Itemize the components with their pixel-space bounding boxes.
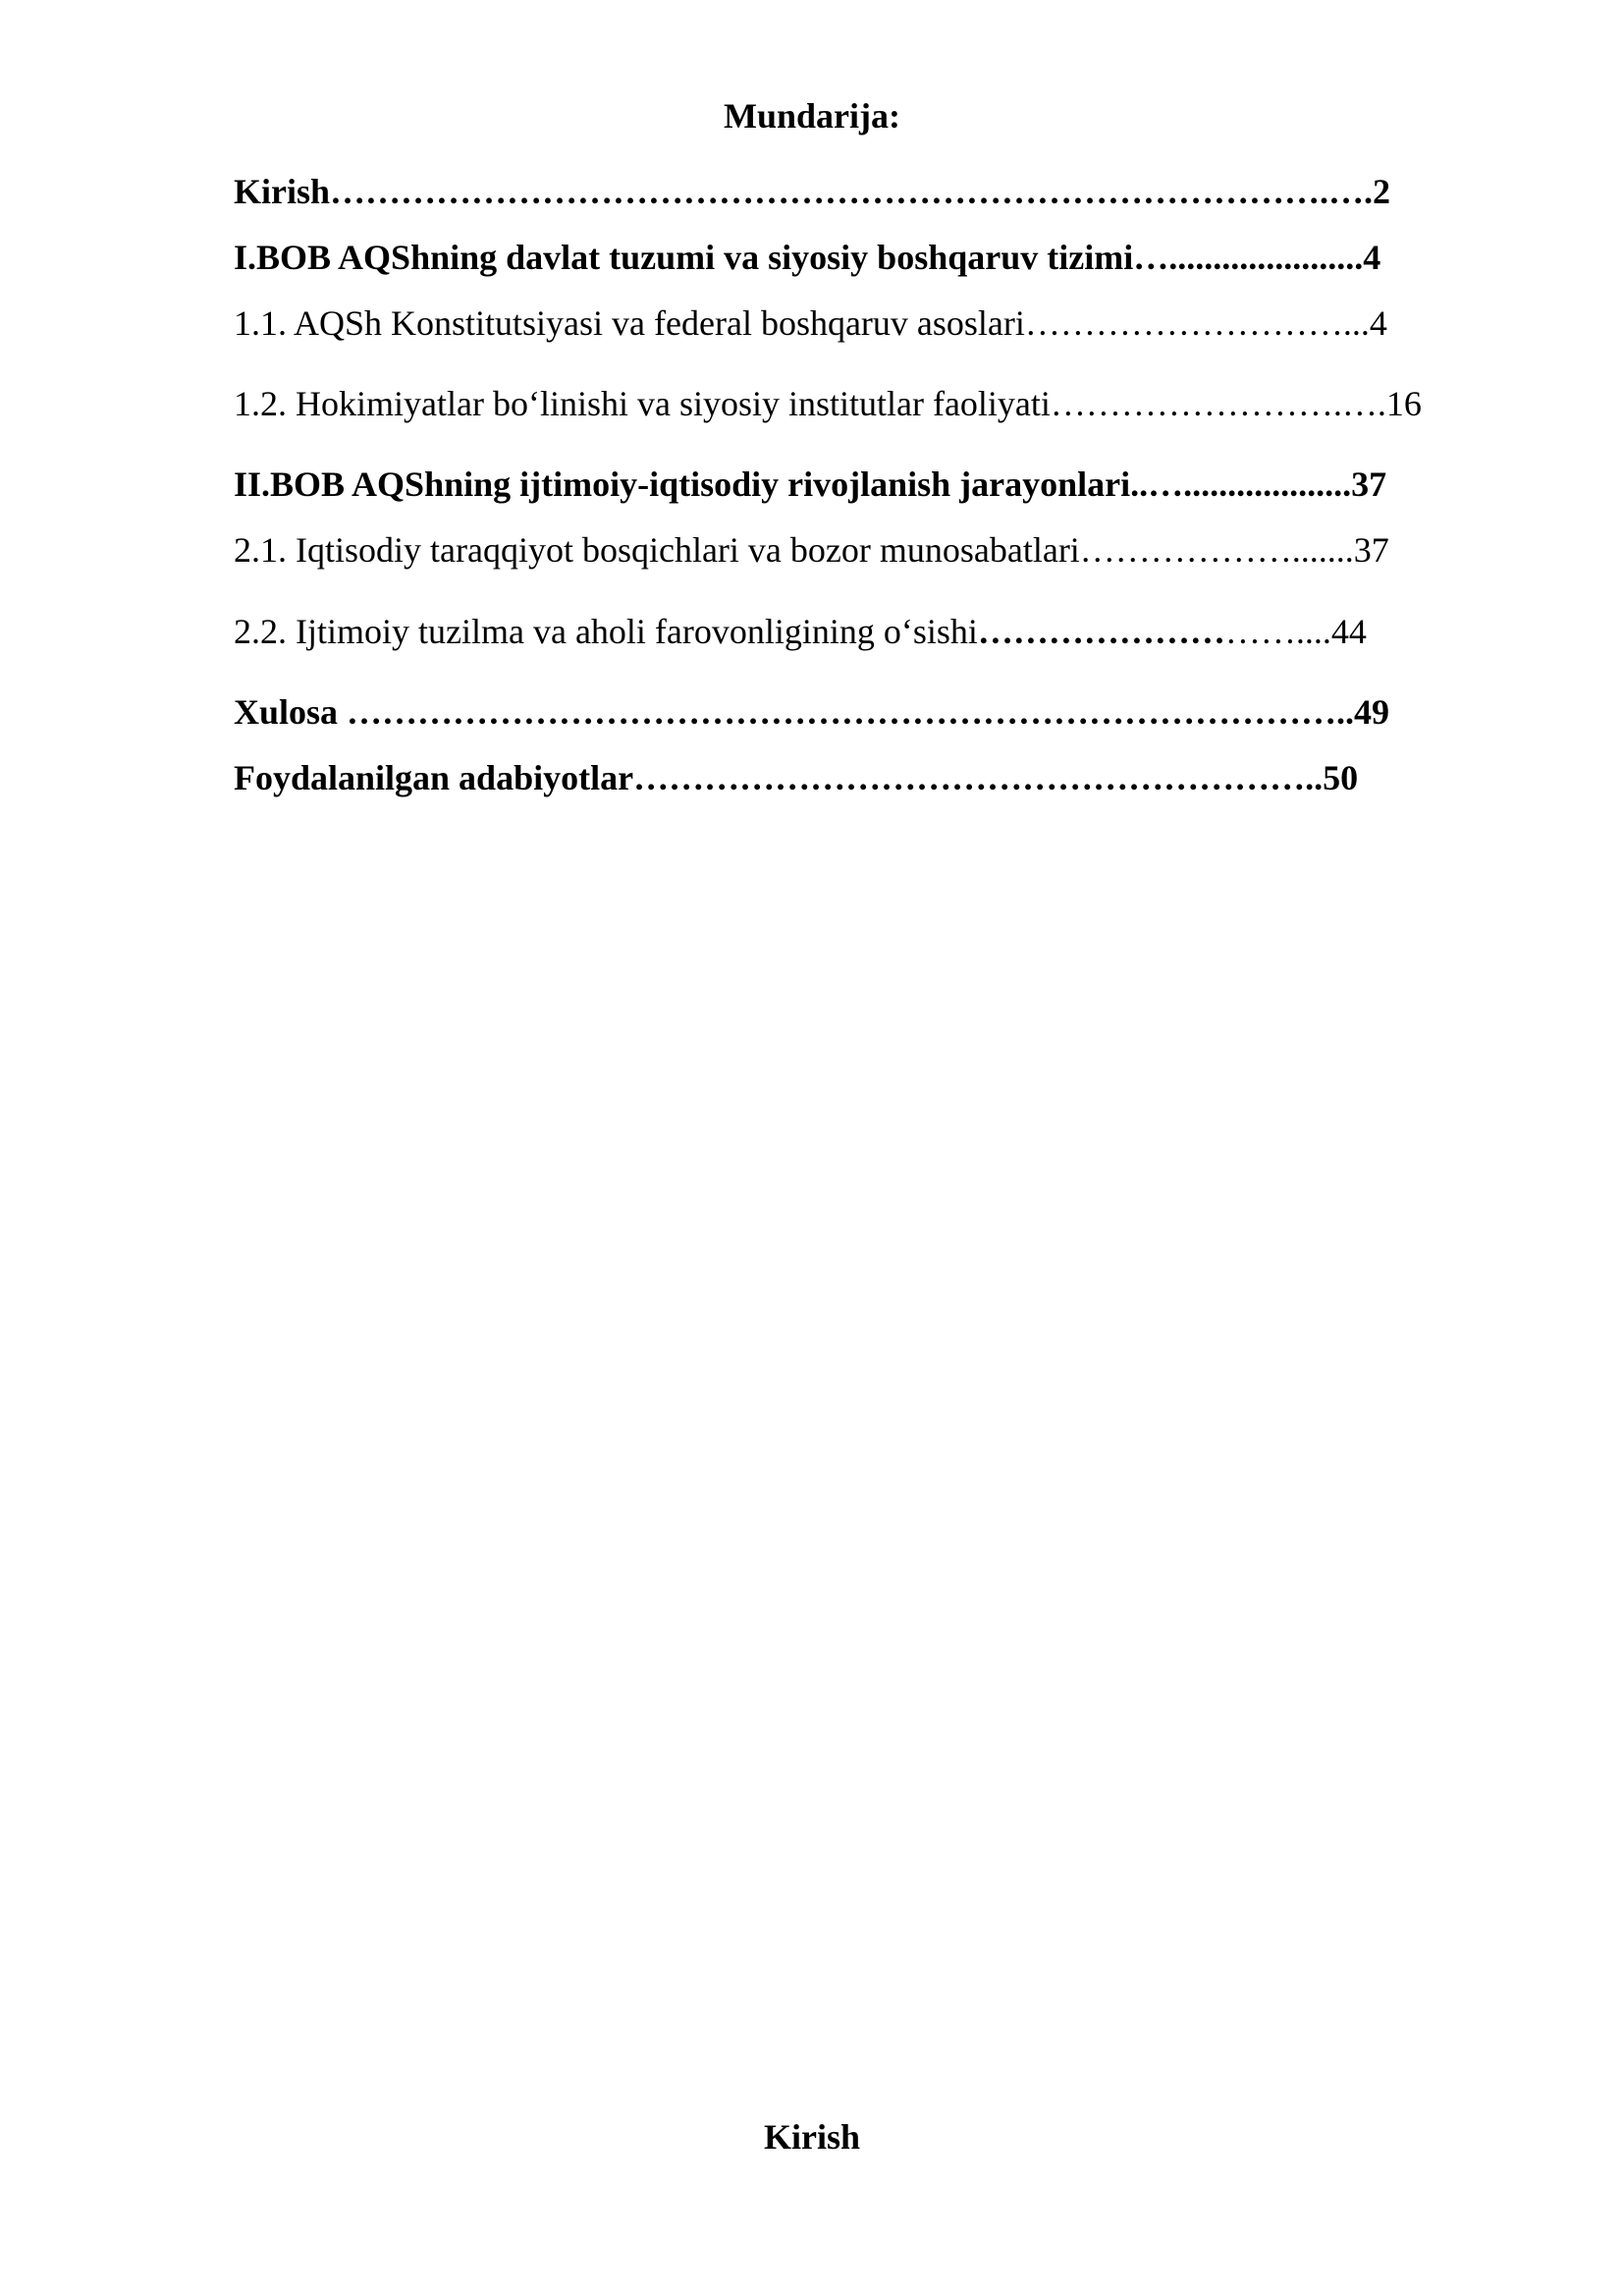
toc-entry-chapter-2: II.BOB AQShning ijtimoiy-iqtisodiy rivojlanish jarayonlari..…...................37	[234, 465, 1387, 504]
toc-entry-section-1-2: 1.2. Hokimiyatlar bo‘linishi va siyosiy institutlar faoliyati…………………….….16	[234, 384, 1422, 423]
toc-entry-section-1-1: 1.1. AQSh Konstitutsiyasi va federal boshqaruv asoslari………………………...4	[234, 303, 1387, 343]
toc-entry-chapter-1: I.BOB AQShning davlat tuzumi va siyosiy boshqaruv tizimi…......................4	[234, 238, 1381, 277]
toc-entry-xulosa: Xulosa …………………………………………………………………………..49	[234, 692, 1390, 732]
toc-entry-section-2-1: 2.1. Iqtisodiy taraqqiyot bosqichlari va bozor munosabatlari……………….......37	[234, 530, 1389, 570]
toc-entry-section-2-2	[234, 614, 1367, 649]
toc-entry-section-2-2-title: 2.2. Ijtimoiy tuzilma va aholi farovonligining o‘sishi	[234, 612, 978, 651]
toc-entry-kirish: Kirish………………………………………………………………………….….2	[234, 172, 1391, 211]
section-heading-kirish: Kirish	[763, 2117, 860, 2157]
toc-entry-bibliography: Foydalanilgan adabiyotlar…………………………………………………..50	[234, 758, 1359, 797]
toc-entry-section-2-2-leader-bold: …………………	[977, 612, 1225, 651]
toc-entry-section-2-2-leader-page: ……....44	[1224, 612, 1367, 651]
toc-title: Mundarija:	[724, 96, 900, 136]
